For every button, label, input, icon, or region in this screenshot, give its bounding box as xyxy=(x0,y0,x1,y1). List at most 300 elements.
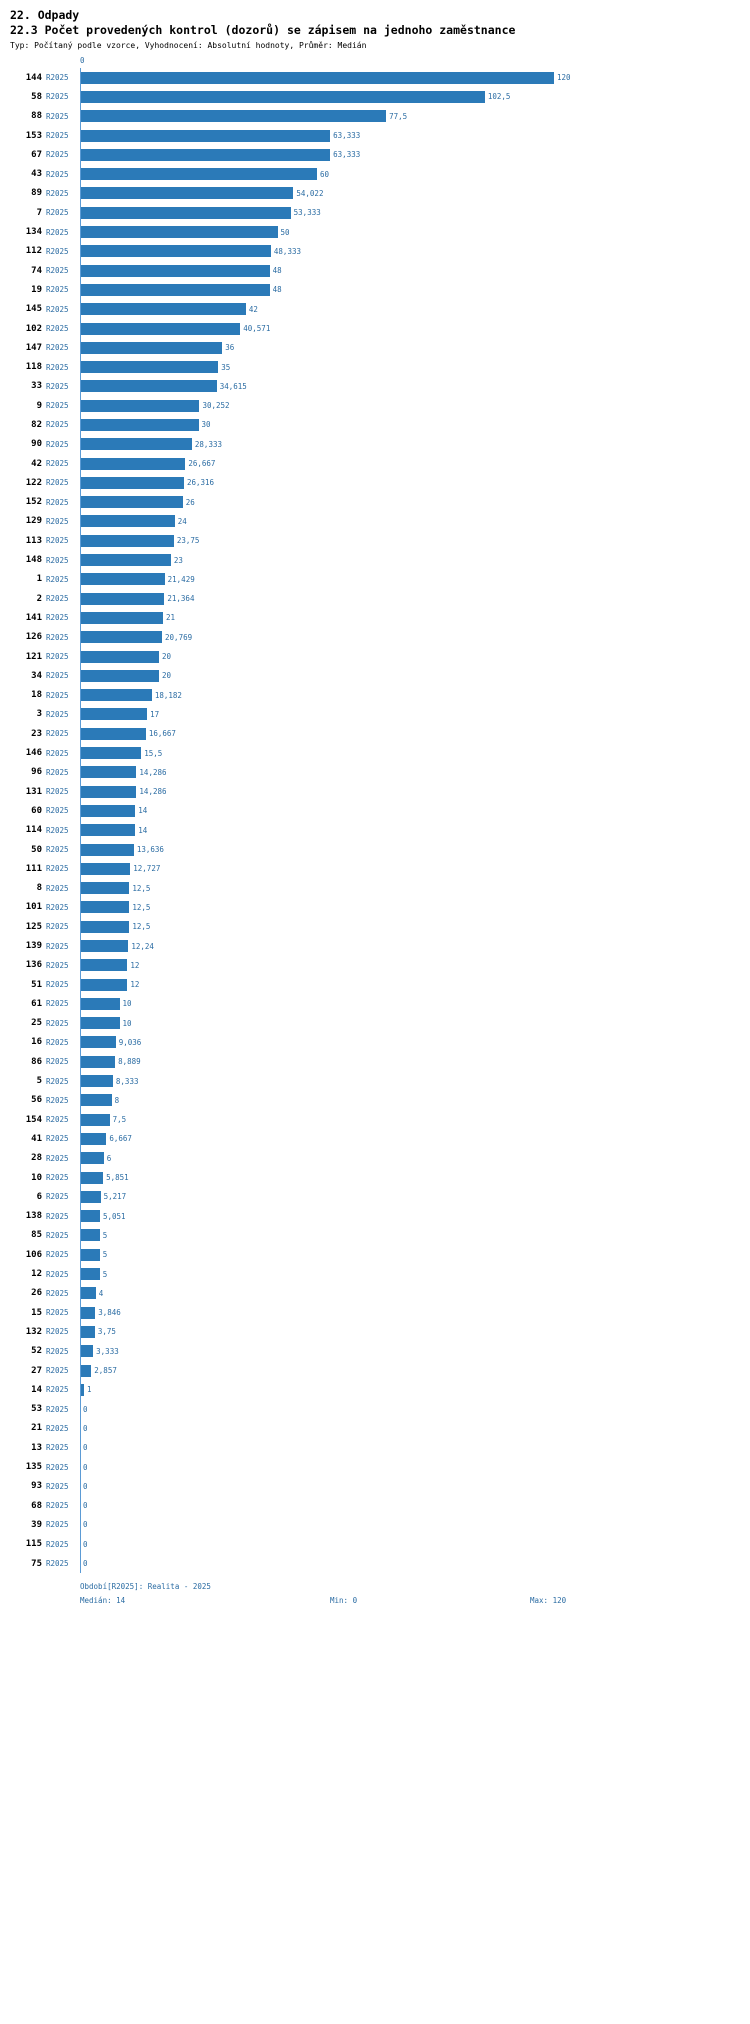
row-period-label: R2025 xyxy=(46,632,69,642)
row-category-label: 134 xyxy=(25,227,42,238)
table-row xyxy=(0,454,750,473)
row-category-label: 42 xyxy=(31,458,42,469)
bar-container xyxy=(80,1264,750,1283)
stat-max: Max: 120 xyxy=(530,1596,567,1606)
bar-container xyxy=(80,878,750,897)
bar-value-label: 48 xyxy=(272,266,282,276)
row-category-label: 152 xyxy=(25,497,42,508)
bar[interactable] xyxy=(80,998,120,1010)
row-category-label: 113 xyxy=(25,535,42,546)
row-category-label: 53 xyxy=(31,1404,42,1415)
bar[interactable] xyxy=(80,940,128,952)
bar-container xyxy=(80,647,750,666)
table-row xyxy=(0,1438,750,1457)
bar-value-label: 48 xyxy=(272,285,282,295)
bar[interactable] xyxy=(80,1326,95,1338)
bar[interactable] xyxy=(80,1210,100,1222)
row-period-label: R2025 xyxy=(46,92,69,102)
row-period-label: R2025 xyxy=(46,478,69,488)
bar-value-label: 20 xyxy=(162,671,172,681)
row-category-label: 85 xyxy=(31,1230,42,1241)
bar-container xyxy=(80,473,750,492)
row-period-label: R2025 xyxy=(46,459,69,469)
bar-value-label: 40,571 xyxy=(243,324,271,333)
bar-container xyxy=(80,763,750,782)
table-row xyxy=(0,1380,750,1399)
bar-container xyxy=(80,1554,750,1573)
bar[interactable] xyxy=(80,1114,110,1126)
bar[interactable] xyxy=(80,1075,113,1087)
bar-value-label: 0 xyxy=(83,1501,88,1511)
table-row xyxy=(0,550,750,569)
table-row xyxy=(0,1226,750,1245)
bar-value-label: 21,429 xyxy=(167,574,195,584)
bar-container xyxy=(80,87,750,106)
bar[interactable] xyxy=(80,535,174,547)
bar-container xyxy=(80,493,750,512)
bar[interactable] xyxy=(80,670,159,682)
page-title: 22. Odpady xyxy=(10,8,80,22)
bar-container xyxy=(80,1284,750,1303)
bar[interactable] xyxy=(80,959,127,971)
row-period-label: R2025 xyxy=(46,806,69,816)
bar-value-label: 12,5 xyxy=(132,922,151,932)
bar-container xyxy=(80,666,750,685)
row-category-label: 101 xyxy=(25,902,42,913)
row-category-label: 6 xyxy=(36,1191,42,1202)
table-row xyxy=(0,1052,750,1071)
bar-container xyxy=(80,1515,750,1534)
bar-container xyxy=(80,1419,750,1438)
row-category-label: 102 xyxy=(25,323,42,334)
row-period-label: R2025 xyxy=(46,1037,69,1047)
bar-container xyxy=(80,107,750,126)
bar[interactable] xyxy=(80,207,291,219)
bar[interactable] xyxy=(80,979,127,991)
stat-min: Min: 0 xyxy=(330,1596,358,1606)
bar-value-label: 16,667 xyxy=(148,729,176,739)
row-period-label: R2025 xyxy=(46,767,69,777)
bar-container xyxy=(80,145,750,164)
bar-value-label: 30 xyxy=(201,420,211,430)
table-row xyxy=(0,878,750,897)
bar[interactable] xyxy=(80,824,135,836)
bar[interactable] xyxy=(80,380,217,392)
row-category-label: 146 xyxy=(25,748,42,759)
bar-value-label: 54,022 xyxy=(296,188,324,198)
bar[interactable] xyxy=(80,1365,91,1377)
table-row xyxy=(0,222,750,241)
row-period-label: R2025 xyxy=(46,1346,69,1356)
row-category-label: 122 xyxy=(25,477,42,488)
row-category-label: 86 xyxy=(31,1056,42,1067)
bar[interactable] xyxy=(80,458,185,470)
bar[interactable] xyxy=(80,1345,93,1357)
row-period-label: R2025 xyxy=(46,787,69,797)
row-period-label: R2025 xyxy=(46,536,69,546)
row-period-label: R2025 xyxy=(46,729,69,739)
bar[interactable] xyxy=(80,110,386,122)
row-period-label: R2025 xyxy=(46,169,69,179)
bar-container xyxy=(80,1342,750,1361)
row-period-label: R2025 xyxy=(46,883,69,893)
bar-value-label: 26,316 xyxy=(186,478,215,488)
table-row xyxy=(0,898,750,917)
bar-value-label: 50 xyxy=(280,227,290,237)
bar[interactable] xyxy=(80,419,199,431)
row-category-label: 129 xyxy=(25,516,42,527)
table-row xyxy=(0,1187,750,1206)
bar-value-label: 9,036 xyxy=(118,1037,142,1047)
bar-value-label: 21 xyxy=(165,613,175,623)
bar-value-label: 3,75 xyxy=(97,1327,116,1337)
bar-container xyxy=(80,396,750,415)
table-row xyxy=(0,724,750,743)
table-row xyxy=(0,1399,750,1418)
bar-container xyxy=(80,821,750,840)
bar-container xyxy=(80,1110,750,1129)
bar-value-label: 28,333 xyxy=(194,439,222,449)
row-category-label: 12 xyxy=(31,1269,42,1280)
bar[interactable] xyxy=(80,612,163,624)
bar-container xyxy=(80,1207,750,1226)
table-row xyxy=(0,763,750,782)
row-period-label: R2025 xyxy=(46,1095,69,1105)
bar[interactable] xyxy=(80,786,136,798)
table-row xyxy=(0,782,750,801)
table-row xyxy=(0,1284,750,1303)
bar-container xyxy=(80,1496,750,1515)
bar-container xyxy=(80,415,750,434)
bar-value-label: 5,051 xyxy=(102,1211,126,1221)
table-row xyxy=(0,705,750,724)
row-period-label: R2025 xyxy=(46,1366,69,1376)
bar[interactable] xyxy=(80,168,317,180)
bar[interactable] xyxy=(80,1133,106,1145)
bar-value-label: 14,286 xyxy=(139,767,167,777)
row-period-label: R2025 xyxy=(46,845,69,855)
row-period-label: R2025 xyxy=(46,594,69,604)
row-period-label: R2025 xyxy=(46,246,69,256)
table-row xyxy=(0,377,750,396)
bar[interactable] xyxy=(80,149,330,161)
bar-container xyxy=(80,686,750,705)
bar[interactable] xyxy=(80,1229,100,1241)
table-row xyxy=(0,164,750,183)
bar-container xyxy=(80,608,750,627)
row-category-label: 28 xyxy=(31,1153,42,1164)
bar[interactable] xyxy=(80,921,129,933)
table-row xyxy=(0,87,750,106)
bar-value-label: 12,5 xyxy=(132,902,151,912)
bar-value-label: 34,615 xyxy=(219,381,247,391)
row-period-label: R2025 xyxy=(46,1173,69,1183)
bar-container xyxy=(80,242,750,261)
bar-value-label: 102,5 xyxy=(487,92,511,102)
bar[interactable] xyxy=(80,265,270,277)
bar-value-label: 5 xyxy=(102,1230,108,1240)
table-row xyxy=(0,647,750,666)
bar[interactable] xyxy=(80,91,485,103)
bar[interactable] xyxy=(80,72,554,84)
bar[interactable] xyxy=(80,708,147,720)
table-row xyxy=(0,994,750,1013)
table-row xyxy=(0,743,750,762)
table-row xyxy=(0,1071,750,1090)
bar[interactable] xyxy=(80,342,222,354)
row-category-label: 15 xyxy=(31,1307,42,1318)
bar[interactable] xyxy=(80,477,184,489)
bar-value-label: 8 xyxy=(114,1095,120,1105)
row-category-label: 18 xyxy=(31,690,42,701)
row-period-label: R2025 xyxy=(46,709,69,719)
bar[interactable] xyxy=(80,901,129,913)
row-category-label: 135 xyxy=(25,1462,42,1473)
bar[interactable] xyxy=(80,323,240,335)
row-period-label: R2025 xyxy=(46,1423,69,1433)
row-period-label: R2025 xyxy=(46,902,69,912)
bar[interactable] xyxy=(80,805,135,817)
bar-value-label: 3,846 xyxy=(98,1308,121,1318)
row-category-label: 61 xyxy=(31,998,42,1009)
bar-value-label: 0 xyxy=(83,1423,88,1433)
row-period-label: R2025 xyxy=(46,748,69,758)
table-row xyxy=(0,608,750,627)
row-category-label: 39 xyxy=(31,1519,42,1530)
bar-value-label: 26 xyxy=(185,497,195,507)
bar[interactable] xyxy=(80,226,278,238)
row-category-label: 5 xyxy=(36,1076,42,1087)
row-category-label: 13 xyxy=(31,1442,42,1453)
bar[interactable] xyxy=(80,766,136,778)
bar-value-label: 1 xyxy=(86,1385,92,1395)
bar[interactable] xyxy=(80,1172,103,1184)
row-category-label: 111 xyxy=(25,863,42,874)
table-row xyxy=(0,1129,750,1148)
row-category-label: 112 xyxy=(25,246,42,257)
bar[interactable] xyxy=(80,554,171,566)
bar-value-label: 63,333 xyxy=(333,150,361,160)
bar[interactable] xyxy=(80,284,270,296)
bar-value-label: 0 xyxy=(83,1481,88,1491)
table-row xyxy=(0,821,750,840)
bar[interactable] xyxy=(80,1152,104,1164)
table-row xyxy=(0,1554,750,1573)
bar-container xyxy=(80,222,750,241)
table-row xyxy=(0,261,750,280)
bar[interactable] xyxy=(80,400,199,412)
bar-container xyxy=(80,531,750,550)
bar[interactable] xyxy=(80,130,330,142)
row-category-label: 16 xyxy=(31,1037,42,1048)
bar-value-label: 12 xyxy=(130,960,140,970)
bar[interactable] xyxy=(80,1017,120,1029)
row-category-label: 8 xyxy=(36,883,42,894)
row-period-label: R2025 xyxy=(46,285,69,295)
row-period-label: R2025 xyxy=(46,1211,69,1221)
bar[interactable] xyxy=(80,844,134,856)
row-category-label: 33 xyxy=(31,381,42,392)
bar-value-label: 14,286 xyxy=(139,787,167,797)
table-row xyxy=(0,1342,750,1361)
bar[interactable] xyxy=(80,1249,100,1261)
row-period-label: R2025 xyxy=(46,1520,69,1530)
row-category-label: 132 xyxy=(25,1326,42,1337)
bar-container xyxy=(80,126,750,145)
row-period-label: R2025 xyxy=(46,208,69,218)
bar-value-label: 77,5 xyxy=(389,111,408,121)
bar-container xyxy=(80,1071,750,1090)
row-period-label: R2025 xyxy=(46,324,69,333)
row-category-label: 136 xyxy=(25,960,42,971)
bar[interactable] xyxy=(80,1191,101,1203)
bar-value-label: 10 xyxy=(122,1018,132,1028)
bar-value-label: 7,5 xyxy=(112,1115,127,1125)
bar-value-label: 23,75 xyxy=(176,536,200,546)
table-row xyxy=(0,686,750,705)
row-period-label: R2025 xyxy=(46,941,69,951)
bar-container xyxy=(80,1322,750,1341)
table-row xyxy=(0,936,750,955)
bar-container xyxy=(80,1399,750,1418)
chart-title: 22.3 Počet provedených kontrol (dozorů) se zápisem na jednoho zaměstnance xyxy=(10,23,516,37)
table-row xyxy=(0,1457,750,1476)
table-row xyxy=(0,1496,750,1515)
row-category-label: 96 xyxy=(31,767,42,778)
row-period-label: R2025 xyxy=(46,1559,69,1568)
row-period-label: R2025 xyxy=(46,864,69,874)
bar[interactable] xyxy=(80,882,129,894)
bar[interactable] xyxy=(80,1094,112,1106)
stats-row xyxy=(80,1595,740,1607)
bar-container xyxy=(80,743,750,762)
row-category-label: 144 xyxy=(25,72,42,83)
bar-container xyxy=(80,859,750,878)
bar-value-label: 35 xyxy=(221,362,231,372)
bar-value-label: 17 xyxy=(150,709,160,719)
table-row xyxy=(0,1303,750,1322)
bar[interactable] xyxy=(80,1056,115,1068)
bar-container xyxy=(80,357,750,376)
table-row xyxy=(0,1515,750,1534)
row-period-label: R2025 xyxy=(46,1462,69,1472)
bar[interactable] xyxy=(80,689,152,701)
row-period-label: R2025 xyxy=(46,960,69,970)
bar[interactable] xyxy=(80,361,218,373)
row-period-label: R2025 xyxy=(46,343,69,353)
bar[interactable] xyxy=(80,1268,100,1280)
bar-container xyxy=(80,1361,750,1380)
table-row xyxy=(0,1207,750,1226)
y-axis-line xyxy=(80,68,81,1573)
bar[interactable] xyxy=(80,1036,116,1048)
row-period-label: R2025 xyxy=(46,304,69,314)
bar[interactable] xyxy=(80,728,146,740)
bar[interactable] xyxy=(80,593,164,605)
bar[interactable] xyxy=(80,747,141,759)
bar-value-label: 0 xyxy=(83,1404,88,1414)
row-period-label: R2025 xyxy=(46,922,69,932)
row-category-label: 89 xyxy=(31,188,42,199)
bar[interactable] xyxy=(80,438,192,450)
table-row xyxy=(0,1149,750,1168)
bar[interactable] xyxy=(80,496,183,508)
row-category-label: 145 xyxy=(25,304,42,315)
bar-value-label: 14 xyxy=(138,806,148,816)
row-period-label: R2025 xyxy=(46,111,69,121)
table-row xyxy=(0,338,750,357)
bar[interactable] xyxy=(80,1307,95,1319)
table-row xyxy=(0,319,750,338)
bar[interactable] xyxy=(80,245,271,257)
bar[interactable] xyxy=(80,515,175,527)
row-category-label: 52 xyxy=(31,1346,42,1357)
bar[interactable] xyxy=(80,631,162,643)
row-category-label: 1 xyxy=(36,574,42,585)
row-category-label: 68 xyxy=(31,1500,42,1511)
bar-container xyxy=(80,956,750,975)
row-period-label: R2025 xyxy=(46,1230,69,1240)
bar[interactable] xyxy=(80,303,246,315)
x-axis-ticks xyxy=(0,56,750,68)
table-row xyxy=(0,1419,750,1438)
bar-container xyxy=(80,512,750,531)
row-period-label: R2025 xyxy=(46,1481,69,1491)
row-period-label: R2025 xyxy=(46,555,69,565)
row-category-label: 23 xyxy=(31,728,42,739)
table-row xyxy=(0,396,750,415)
row-category-label: 153 xyxy=(25,130,42,141)
table-row xyxy=(0,512,750,531)
table-row xyxy=(0,126,750,145)
table-row xyxy=(0,1033,750,1052)
bar-value-label: 8,333 xyxy=(115,1076,139,1086)
chart-subtitle: Typ: Počítaný podle vzorce, Vyhodnocení: Absolutní hodnoty, Průměr: Medián xyxy=(10,41,367,50)
row-category-label: 41 xyxy=(31,1133,42,1144)
stat-median: Medián: 14 xyxy=(80,1596,126,1606)
bar-value-label: 0 xyxy=(83,1462,88,1472)
bar-container xyxy=(80,1129,750,1148)
bar-container xyxy=(80,1226,750,1245)
row-period-label: R2025 xyxy=(46,1288,69,1298)
bar[interactable] xyxy=(80,651,159,663)
row-category-label: 25 xyxy=(31,1018,42,1029)
bar[interactable] xyxy=(80,573,165,585)
bar-container xyxy=(80,1187,750,1206)
row-period-label: R2025 xyxy=(46,1115,69,1125)
bar-value-label: 15,5 xyxy=(144,748,163,758)
bar-value-label: 0 xyxy=(83,1443,88,1453)
table-row xyxy=(0,666,750,685)
row-period-label: R2025 xyxy=(46,1250,69,1260)
row-category-label: 115 xyxy=(25,1539,42,1550)
bar-value-label: 5 xyxy=(102,1269,108,1279)
bar[interactable] xyxy=(80,863,130,875)
row-period-label: R2025 xyxy=(46,1153,69,1163)
bar-container xyxy=(80,1380,750,1399)
bar-container xyxy=(80,1052,750,1071)
bar-value-label: 21,364 xyxy=(167,594,195,604)
bar-value-label: 8,889 xyxy=(118,1057,141,1067)
bar-container xyxy=(80,184,750,203)
row-period-label: R2025 xyxy=(46,1404,69,1414)
row-category-label: 26 xyxy=(31,1288,42,1299)
bar-container xyxy=(80,1535,750,1554)
bar[interactable] xyxy=(80,1287,96,1299)
bar[interactable] xyxy=(80,187,293,199)
bar-value-label: 20,769 xyxy=(165,632,193,642)
row-period-label: R2025 xyxy=(46,1443,69,1453)
